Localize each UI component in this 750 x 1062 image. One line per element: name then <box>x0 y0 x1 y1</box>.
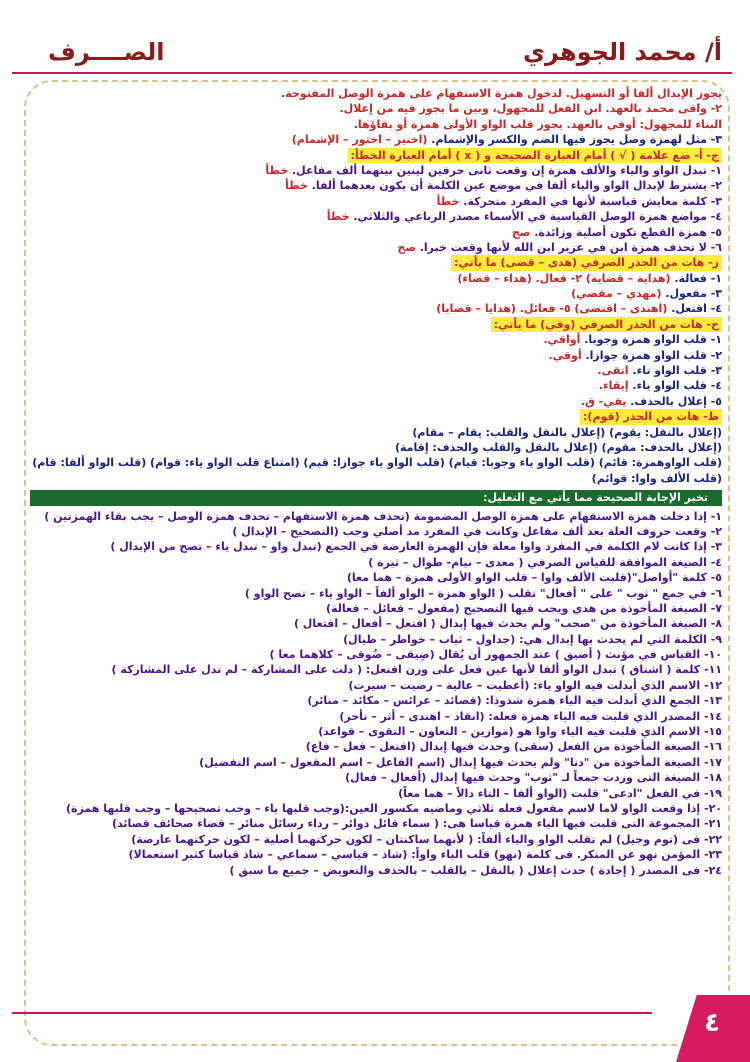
exercise-line <box>30 755 722 770</box>
exercises-bottom <box>30 509 722 878</box>
footer-divider <box>12 1012 652 1014</box>
answer-text: يقي- ق. <box>580 394 627 408</box>
line-text: ٥- همزة القطع تكون أصلية وزائدة. <box>534 225 722 239</box>
line-text: ٣- إذا كانت لام الكلمة في المفرد واوا معلة فإن الهمزة العارضة في الجمع (تبدل واو – تبدل ياء – تصح من الإبدال ) <box>110 540 722 554</box>
section-heading: تخير الإجابة الصحيحة مما يأتي مع التعليل: <box>30 490 722 505</box>
exercise-line <box>30 394 722 409</box>
line-text: البناء للمجهول: أوفي بالعهد. يجوز قلب الواو الأولى همزة أو بقاؤها. <box>353 117 722 131</box>
exercise-line <box>30 363 722 378</box>
exercise-line <box>30 539 722 554</box>
line-text: ٦- في جمع " ثوب " على " أفعال" تقلب ( الواو همزة – الواو ألفاً – الواو ياء – تصح الواو ) <box>244 586 722 600</box>
exercise-line <box>30 601 722 616</box>
line-text: ١٣- الجمع الذي أبدلت فيه الياء همزة شذوذا: (قصائد – عرائس – مكائد – منائر) <box>307 694 722 708</box>
line-text: (قلب الواوهمزة: قائم) (قلب الواو ياء وجوبا: قيام) (قلب الواو ياء جوازا: قيم) (امتناع قلب الواو ياء: قوام) (قلب الواو ألفا: قام) <box>32 456 722 470</box>
answer-text: خطأ <box>285 179 308 193</box>
line-text: ٢- يشترط لإبدال الواو والياء ألفا في موضع عين الكلمة أن يكون بعدهما ألفا. <box>311 179 722 193</box>
line-text: ١٢- الاسم الذي أبدلت فيه الواو ياء: (أعطيت – عالية – رضيت – سيرت) <box>348 678 722 692</box>
line-text: ٢٢- فى (توم وجيل) لم تقلب الواو والياء ألفاً: ( لأنهما ساكنتان – لكون حركتهما أصلية – لكون حركتهما عارضة) <box>131 832 722 846</box>
line-text: ٢- واقى محمد بالعهد. ابن الفعل للمجهول، وبين ما يجوز فيه من إعلال. <box>339 102 722 116</box>
subject-title: الصــــرف <box>48 38 165 66</box>
exercise-line <box>30 255 722 270</box>
line-text: ١٤- المصدر الذي قلبت فيه الياء همزة فعله: (انقاد – اهتدى – أثر – تأخر) <box>339 709 722 723</box>
line-text: ط- هات من الجذر (قوم): <box>583 410 719 424</box>
line-text: ز- هات من الجذر الصرفي (هدى – قضى) ما يأتي: <box>454 256 719 270</box>
line-text: ١٥- الاسم الذي قلبت فيه الياء واوا هو (موازين – التعاون – التقوى – قواعد) <box>318 725 722 739</box>
exercise-line <box>30 555 722 570</box>
exercise-line <box>30 101 722 116</box>
header-divider <box>12 72 732 74</box>
answer-text: اتقى. <box>597 364 629 378</box>
answer-text: (هداية – قضاية) ٢- فعال. (هداء – قضاء) <box>457 271 671 285</box>
exercise-line <box>30 570 722 585</box>
exercise-line <box>30 524 722 539</box>
exercise-line <box>30 739 722 754</box>
exercise-line <box>30 440 722 455</box>
answer-text: (اهتدى – اقتضى) ٥- فعائل. (هدايا – قضايا) <box>436 302 668 316</box>
line-text: ٢٣- المؤمن نهو عن المنكر. فى كلمة (نهو) قلب الياء واواً: (شاذ – قياسي – سماعي – شاذ قياسا كثير استعمالا) <box>128 848 722 862</box>
exercise-line <box>30 240 722 255</box>
exercise-line <box>30 194 722 209</box>
exercise-line <box>30 471 722 486</box>
line-text: يجوز الإبدال ألفا أو التسهيل. لدخول همزة الاستفهام على همزة الوصل المفتوحة. <box>281 87 722 100</box>
exercise-line <box>30 86 722 101</box>
exercise-line <box>30 678 722 693</box>
exercise-line <box>30 662 722 677</box>
exercise-line <box>30 378 722 393</box>
worksheet-content <box>30 86 722 878</box>
line-text: ١- قلب الواو همزة وجوبا. <box>584 333 722 347</box>
line-text: ٤- افتعل. <box>671 302 722 316</box>
exercise-line <box>30 586 722 601</box>
exercise-line <box>30 509 722 524</box>
exercise-line <box>30 455 722 470</box>
exercise-line <box>30 332 722 347</box>
line-text: ٨- الصيغة المأخوذة من "صحب" ولم يحدث فيها إبدال ( افتعل – أفعال – افتعال ) <box>293 617 722 631</box>
line-text: ٣- قلب الواو تاء. <box>632 364 722 378</box>
line-text: ٢٤- فى المصدر ( إجادة ) حدث إعلال ( بالنقل – بالقلب – بالحذف والتعويض – جميع ما سبق ) <box>229 863 722 877</box>
line-text: ١٠- القياس في مؤنث ( أضيق ) عند الجمهور أن يُقال (ضِيقى – ضُوقى – كلاهما معا ) <box>269 648 722 662</box>
exercise-line <box>30 786 722 801</box>
line-text: ٣- كلمة معايش قياسية لأنها في المفرد متحركة. <box>463 194 722 208</box>
line-text: ٩- الكلمة التي لم يحدث بها إبدال هي: (جداول – ثياب – خواطر – طيال) <box>343 632 722 646</box>
exercise-line <box>30 225 722 240</box>
exercise-line <box>30 209 722 224</box>
line-text: ٧- الصيغة المأخوذة من هدي ويجب فيها التصحيح (مفعول – فعائل – فعالة) <box>326 601 722 615</box>
answer-text: أواقي. <box>543 333 581 347</box>
answer-text: صح <box>397 240 416 254</box>
exercise-line <box>30 616 722 631</box>
exercise-line <box>30 286 722 301</box>
line-text: ١١- كلمة ( اشتاق ) تبدل الواو ألفا لأنها عين فعل على وزن افتعل: ( دلت على المشاركة – لم تدل على المشاركة ) <box>111 663 722 677</box>
exercise-line <box>30 801 722 816</box>
line-text: ١- إذا دخلت همزة الاستفهام على همزة الوصل المضمومة (تحذف همزة الاستفهام – تحذف همزة الوصل – يجب بقاء الهمزتين ) <box>44 509 722 523</box>
exercise-line <box>30 163 722 178</box>
answer-text: (مهدي – مقضي) <box>571 287 662 301</box>
line-text: ج- أ- ضع علامة ( √ ) أمام العبارة الصحيحة و ( x ) أمام العبارة الخطأ: <box>350 148 719 162</box>
line-text: ١٩- في الفعل "ادعى" قلبت (الواو ألفا – التاء دالاً – هما معاً) <box>398 786 722 800</box>
exercise-line <box>30 348 722 363</box>
line-text: ١- تبدل الواو والياء والألف همزة إن وقعت ثانى حرفين لينين بينهما ألف مفاعل. <box>291 163 722 177</box>
line-text: ٢- وقعت حروف العلة بعد ألف مفاعل وكانت في المفرد مد أصلي وجب (التصحيح – الإبدال ) <box>232 524 722 538</box>
exercise-line <box>30 863 722 878</box>
line-text: ٢١- المجموعة التى قلبت فيها الياء همزة قياسا هى: ( سماء قائل دوائر – رداء رسائل منائر – قضاء صحائف قصائد) <box>112 817 722 831</box>
line-text: ٤- مواضع همزة الوصل القياسية في الأسماء مصدر الرباعي والثلاثي. <box>353 210 722 224</box>
answer-text: إيقاء. <box>598 379 629 393</box>
line-text: ٦- لا تحذف همزة ابن في عزير ابن الله لأنها وقعت خبرا. <box>419 240 722 254</box>
line-text: ٢٠- إذا وقعت الواو لاما لاسم مفعول فعله ثلاثي وماضيه مكسور العين:(وجب قلبها ياء – وجب تصحيحها – وجب قلبها همزة) <box>66 801 722 815</box>
exercise-line <box>30 693 722 708</box>
answer-text: خطأ <box>265 163 289 177</box>
line-text: (قلب الألف واوا: قوائم) <box>591 471 722 485</box>
exercise-line <box>30 647 722 662</box>
answer-text: أوقي. <box>548 348 582 362</box>
page-number: ٤ <box>704 1008 720 1038</box>
exercise-line <box>30 271 722 286</box>
exercise-line <box>30 317 722 332</box>
answer-text: (اختير – اختور – الإشمام) <box>291 133 428 147</box>
exercise-line <box>30 117 722 132</box>
exercise-line <box>30 770 722 785</box>
line-text: ٤- الصيغة الموافقة للقياس الصرفي ( معدى – نيام- طوال – ثيرة ) <box>368 555 722 569</box>
exercise-line <box>30 632 722 647</box>
answer-text: صح <box>511 225 531 239</box>
line-text: ٥- كلمة "أواصل"(قلبت الألف واوا – قلب الواو الأولى همزة – هما معا) <box>346 571 722 585</box>
line-text: ٤- قلب الواو ياء. <box>632 379 722 393</box>
exercise-line <box>30 832 722 847</box>
line-text: (إعلال بالحذف: مقوم) (إعلال بالنقل والقلب والحذف: إقامة) <box>394 440 722 454</box>
line-text: ح- هات من الجذر الصرفي (وقي) ما يأتي: <box>493 317 719 331</box>
exercise-line <box>30 148 722 163</box>
line-text: ٣- مفعول. <box>665 287 722 301</box>
answer-text: خطأ <box>326 210 350 224</box>
line-text: ١- فعالة. <box>674 271 722 285</box>
exercises-top <box>30 86 722 486</box>
line-text: ١٨- الصيغة التى وردت جمعاً لـ "ثوب" وحدث فيها إبدال (أفعال – فعال) <box>345 771 722 785</box>
answer-text: خطأ <box>436 194 460 208</box>
exercise-line <box>30 132 722 147</box>
exercise-line <box>30 425 722 440</box>
exercise-line <box>30 409 722 424</box>
line-text: ٣- مثل لهمزة وصل يجوز فيها الضم والكسر والإشمام. <box>431 133 722 147</box>
exercise-line <box>30 724 722 739</box>
line-text: ٢- قلب الواو همزة جوازا. <box>585 348 722 362</box>
author-title: أ/ محمد الجوهري <box>523 38 722 66</box>
line-text: ١٦- الصيغة المأخوذة من الفعل (سقى) وحدث فيها إبدال (افتعل – فعل – فاع) <box>305 740 722 754</box>
exercise-line <box>30 178 722 193</box>
line-text: ١٧- الصيغة المأخوذة من "دنا" ولم يحدث فيها إبدال (اسم الفاعل – اسم المفعول – اسم التفضيل) <box>199 755 722 769</box>
exercise-line <box>30 709 722 724</box>
line-text: (إعلال بالنقل: يقوم) (إعلال بالنقل والقلب: يقام – مقام) <box>412 425 722 439</box>
exercise-line <box>30 816 722 831</box>
line-text: ٥- إعلال بالحذف. <box>630 394 722 408</box>
exercise-line <box>30 301 722 316</box>
exercise-line <box>30 847 722 862</box>
